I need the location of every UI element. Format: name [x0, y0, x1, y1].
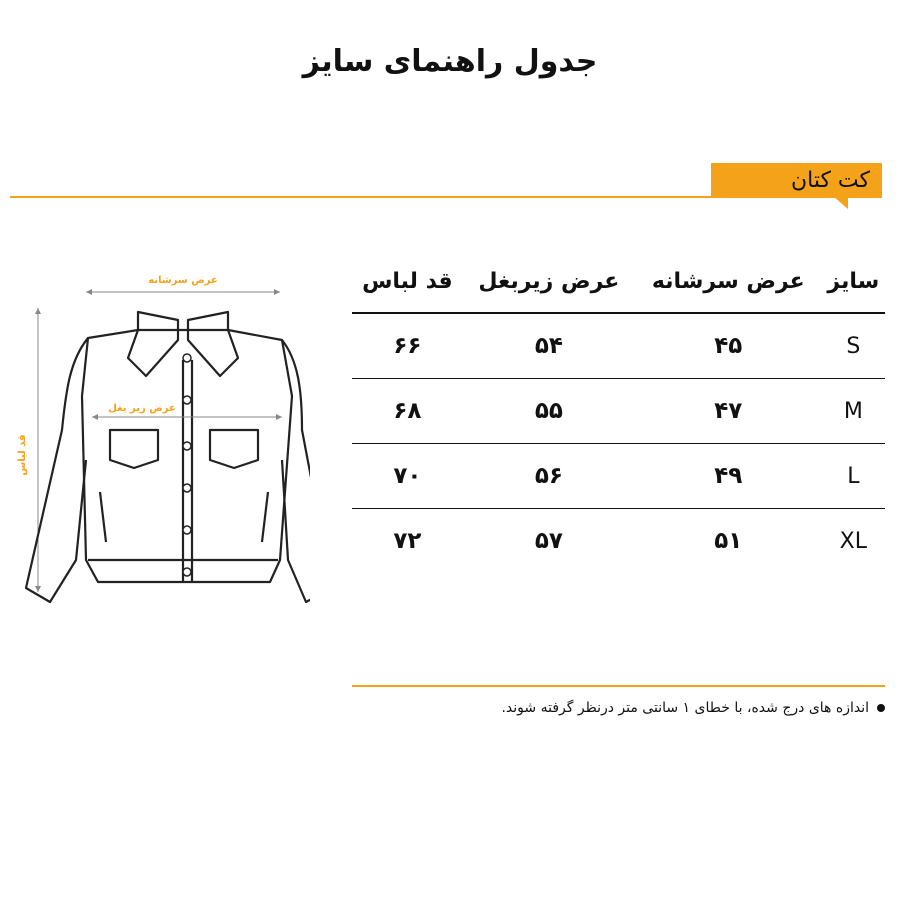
shoulder-cell: ۵۱ [714, 528, 743, 554]
note-text: اندازه های درج شده، با خطای ۱ سانتی متر درنظر گرفته شوند. [501, 700, 869, 716]
size-table [352, 250, 885, 573]
armpit-cell: ۵۷ [534, 528, 563, 554]
length-label: قد لباس [17, 434, 28, 476]
bottom-divider [352, 685, 885, 687]
length-cell: ۶۸ [352, 379, 463, 444]
length-cell: ۶۶ [352, 313, 463, 379]
armpit-cell: ۵۴ [463, 313, 635, 379]
table-row [352, 313, 885, 379]
jacket-buttons [183, 354, 191, 576]
header-armpit: عرض زیربغل [463, 250, 635, 313]
size-cell: S [822, 313, 885, 379]
note [352, 700, 885, 716]
armpit-width-label: عرض زیر بغل [108, 403, 176, 414]
size-cell: M [822, 379, 885, 444]
size-cell: XL [839, 528, 867, 554]
table-row [352, 509, 885, 574]
bullet-icon [877, 704, 885, 712]
shoulder-cell: ۴۵ [635, 313, 822, 379]
header-size: سایز [822, 250, 885, 313]
section-label: کت کتان [790, 168, 870, 193]
section-tab [711, 163, 882, 198]
armpit-cell: ۵۵ [463, 379, 635, 444]
shoulder-width-label: عرض سرشانه [148, 275, 218, 286]
jacket-outline [26, 312, 310, 602]
section-tab-tail [834, 197, 848, 209]
length-cell: ۷۰ [352, 444, 463, 509]
length-cell: ۷۲ [393, 528, 422, 554]
table-row [352, 379, 885, 444]
armpit-cell: ۵۶ [463, 444, 635, 509]
size-cell: L [822, 444, 885, 509]
header-shoulder: عرض سرشانه [635, 250, 822, 313]
shoulder-cell: ۴۹ [635, 444, 822, 509]
header-length: قد لباس [352, 250, 463, 313]
table-header-row [352, 250, 885, 313]
shoulder-cell: ۴۷ [635, 379, 822, 444]
table-row [352, 444, 885, 509]
page-title: جدول راهنمای سایز [302, 44, 598, 79]
jacket-diagram [10, 260, 310, 630]
